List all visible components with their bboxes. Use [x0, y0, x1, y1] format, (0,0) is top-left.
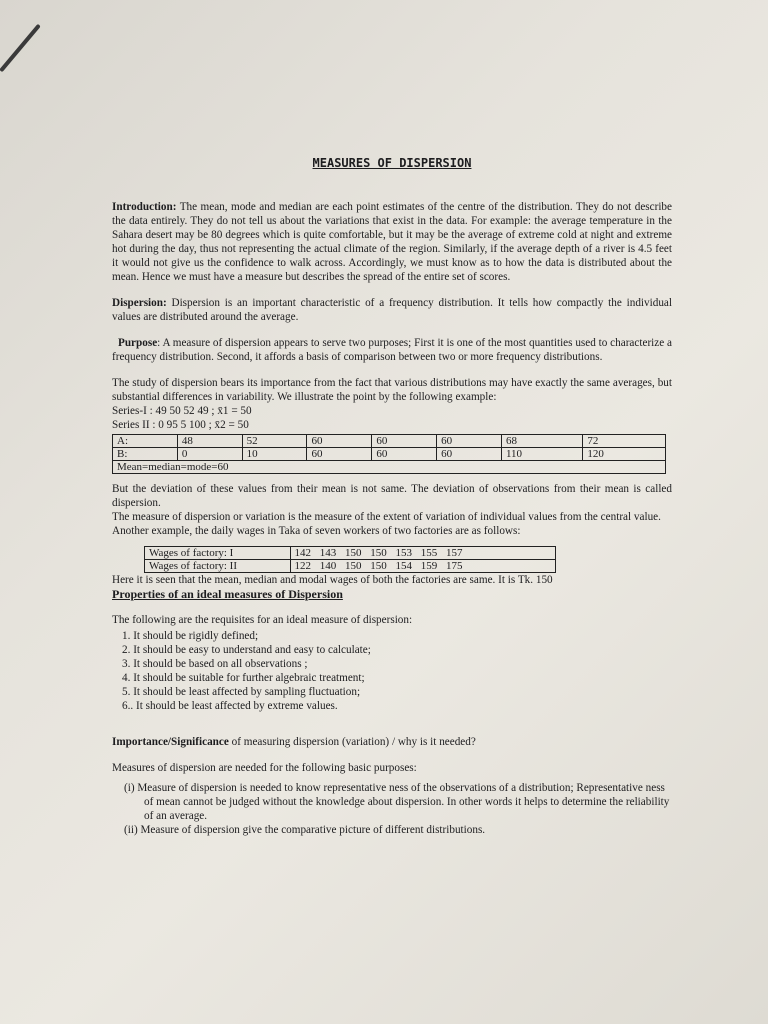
pen-mark — [0, 24, 41, 73]
table-cell: A: — [113, 435, 178, 448]
needed-intro: Measures of dispersion are needed for the following basic purposes: — [112, 762, 417, 774]
table-cell: 68 — [501, 435, 582, 448]
table-cell: 60 — [372, 435, 437, 448]
document-page — [112, 150, 672, 837]
table-row — [113, 461, 666, 474]
list-item: (i) Measure of dispersion is needed to know representative ness of the observations of a distribution; Representative ness of mean cannot be judged without the knowledge about dispersion. In other words it helps to determine the reliability of an average. — [124, 782, 670, 822]
table-cell: 60 — [372, 448, 437, 461]
importance-label: Importance/Significance — [112, 736, 229, 748]
importance-paragraph — [112, 735, 672, 749]
table-row — [145, 547, 556, 560]
table-row — [113, 435, 666, 448]
list-item: 2. It should be easy to understand and easy to calculate; — [122, 644, 371, 656]
table-cell: 122 140 150 150 154 159 175 — [290, 560, 556, 573]
deviation-paragraph: But the deviation of these values from their mean is not same. The deviation of observations from their mean is called dispersion. — [112, 483, 672, 509]
list-item: 6.. It should be least affected by extreme values. — [122, 700, 338, 712]
table-cell: 10 — [242, 448, 307, 461]
comparison-table — [112, 434, 666, 474]
wages-table — [144, 546, 556, 573]
dispersion-label: Dispersion: — [112, 297, 167, 309]
purpose-text: : A measure of dispersion appears to serve two purposes; First it is one of the most quantities used to characterize a frequency distribution. Second, it affords a basis of comparison between two or more frequency distributions. — [112, 337, 672, 363]
list-item: 5. It should be least affected by sampling fluctuation; — [122, 686, 361, 698]
series-2: Series II : 0 95 5 100 ; x̄2 = 50 — [112, 419, 249, 431]
page-title: MEASURES OF DISPERSION — [312, 156, 472, 170]
series-1: Series-I : 49 50 52 49 ; x̄1 = 50 — [112, 405, 252, 417]
list-item: 3. It should be based on all observations ; — [122, 658, 308, 670]
list-item: 1. It should be rigidly defined; — [122, 630, 259, 642]
table-cell: Wages of factory: II — [145, 560, 291, 573]
table-footer: Mean=median=mode=60 — [113, 461, 666, 474]
table-row — [113, 448, 666, 461]
purpose-paragraph — [112, 336, 672, 364]
purpose-label: Purpose — [118, 337, 158, 349]
dispersion-text: Dispersion is an important characteristic of a frequency distribution. It tells how compactly the individual values are distributed around the average. — [112, 297, 672, 323]
list-item: 4. It should be suitable for further algebraic treatment; — [122, 672, 365, 684]
properties-heading: Properties of an ideal measures of Dispersion — [112, 587, 343, 601]
intro-text: The mean, mode and median are each point estimates of the centre of the distribution. They do not describe the data entirely. They do not tell us about the variations that exist in the data. For example: the average temperature in the Sahara desert may be 80 degrees which is quite comfortable, but it may be the average of extreme cold at night and extreme hot during the day, thus not representing the actual climate of the region. Similarly, if the average depth of a river is 4.5 feet it would not give us the confidence to walk across. Accordingly, we must know as to how the data is distributed about the mean. Hence we must have a measure but describes the spread of the entire set of scores. — [112, 201, 672, 283]
intro-paragraph — [112, 200, 672, 284]
requisites-intro: The following are the requisites for an ideal measure of dispersion: — [112, 614, 413, 626]
table-cell: 120 — [583, 448, 666, 461]
dispersion-paragraph — [112, 296, 672, 324]
table-cell: 52 — [242, 435, 307, 448]
table-row — [145, 560, 556, 573]
table-cell: 110 — [501, 448, 582, 461]
intro-label: Introduction: — [112, 201, 177, 213]
importance-text: of measuring dispersion (variation) / why is it needed? — [228, 736, 476, 748]
table-cell: 60 — [437, 435, 502, 448]
table-cell: 142 143 150 150 153 155 157 — [290, 547, 556, 560]
table-cell: 48 — [177, 435, 242, 448]
study-paragraph: The study of dispersion bears its importance from the fact that various distributions may have exactly the same averages, but substantial differences in variability. We illustrate the point by the following example: — [112, 377, 672, 403]
table-cell: Wages of factory: I — [145, 547, 291, 560]
table-cell: B: — [113, 448, 178, 461]
list-item: (ii) Measure of dispersion give the comparative picture of different distributions. — [124, 824, 486, 836]
table-cell: 60 — [307, 448, 372, 461]
table-cell: 60 — [437, 448, 502, 461]
table-cell: 60 — [307, 435, 372, 448]
purposes-list — [112, 781, 672, 837]
wages-conclusion: Here it is seen that the mean, median and modal wages of both the factories are same. It is Tk. 150 — [112, 574, 553, 586]
table-cell: 0 — [177, 448, 242, 461]
requisites-list — [122, 629, 672, 713]
measure-paragraph: The measure of dispersion or variation is the measure of the extent of variation of individual values from the central value. — [112, 511, 661, 523]
table-cell: 72 — [583, 435, 666, 448]
wages-intro: Another example, the daily wages in Taka of seven workers of two factories are as follows: — [112, 525, 521, 537]
